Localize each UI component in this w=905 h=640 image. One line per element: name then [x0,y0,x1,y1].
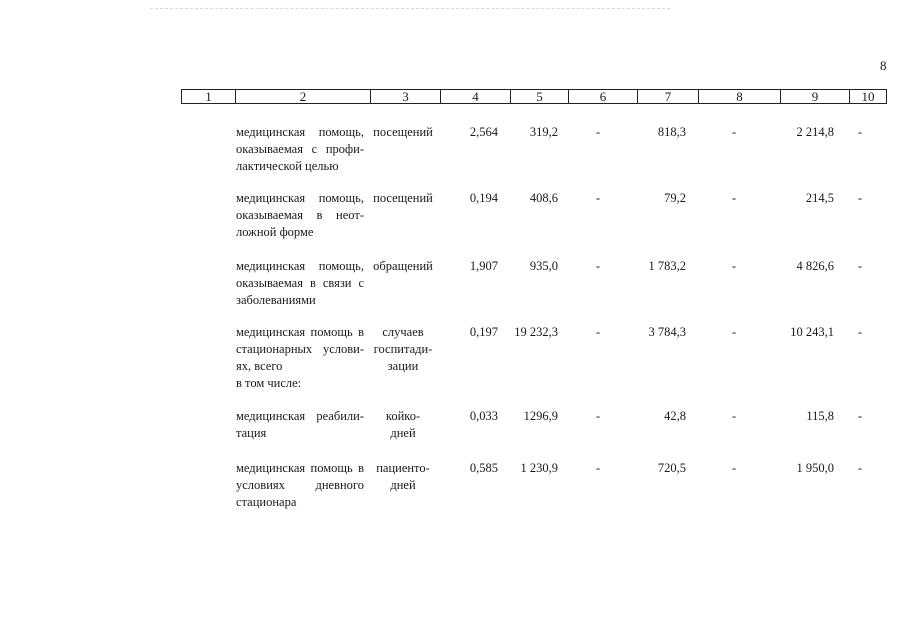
page-number: 8 [880,58,887,73]
value-col-10: - [857,461,863,475]
value-col-5: 1296,9 [523,409,558,423]
value-col-7: 720,5 [657,461,686,475]
value-col-10: - [857,259,863,273]
service-name [236,408,364,442]
unit-of-measure [370,460,436,494]
unit-line: обращений [373,259,433,273]
value-col-7: 818,3 [657,125,686,139]
value-col-8: - [731,461,737,475]
header-col-10: 10 [850,90,887,104]
scan-artifact [150,8,670,11]
service-name-line: стационарных услови- [236,342,364,356]
value-col-8: - [731,125,737,139]
header-col-1: 1 [182,90,236,104]
header-col-2: 2 [236,90,371,104]
unit-of-measure [370,324,436,375]
service-name [236,460,364,511]
service-name-line: медицинская помощь в [236,325,364,339]
unit-line: госпитади- [373,342,433,356]
service-name-line: заболеваниями [236,293,316,307]
value-col-4: 1,907 [469,259,498,273]
unit-line: случаев [382,325,424,339]
service-name-line: стационара [236,495,297,509]
unit-line: зации [387,359,419,373]
value-col-7: 3 784,3 [648,325,686,339]
service-name-line: медицинская помощь в [236,461,364,475]
value-col-6: - [595,259,601,273]
service-name-line: медицинская помощь, [236,191,364,205]
value-col-9: 115,8 [806,409,834,423]
service-name [236,190,364,241]
value-col-9: 10 243,1 [790,325,834,339]
value-col-7: 1 783,2 [648,259,686,273]
service-name-line: условиях дневного [236,478,364,492]
service-name-line: медицинская помощь, [236,259,364,273]
value-col-10: - [857,325,863,339]
value-col-9: 214,5 [805,191,834,205]
value-col-7: 42,8 [664,409,686,423]
service-name [236,124,364,175]
unit-line: посещений [373,125,433,139]
value-col-6: - [595,191,601,205]
value-col-8: - [731,191,737,205]
header-col-7: 7 [638,90,699,104]
unit-of-measure [370,408,436,442]
value-col-8: - [731,259,737,273]
service-name-line: медицинская помощь, [236,125,364,139]
column-number-header [181,89,887,104]
service-name-line: лактической целью [236,159,339,173]
value-col-6: - [595,461,601,475]
service-name-line: ложной форме [236,225,314,239]
header-col-6: 6 [569,90,638,104]
value-col-9: 4 826,6 [796,259,834,273]
header-row [182,90,887,104]
header-col-8: 8 [699,90,781,104]
value-col-7: 79,2 [664,191,686,205]
unit-line: посещений [373,191,433,205]
unit-of-measure [370,190,436,207]
header-col-9: 9 [781,90,850,104]
value-col-4: 2,564 [469,125,498,139]
service-name [236,258,364,309]
value-col-4: 0,033 [469,409,498,423]
value-col-9: 1 950,0 [796,461,834,475]
service-name [236,324,364,392]
service-name-line: в том числе: [236,376,302,390]
value-col-8: - [731,409,737,423]
value-col-5: 408,6 [529,191,558,205]
unit-line: койко- [385,409,421,423]
value-col-5: 19 232,3 [514,325,558,339]
value-col-10: - [857,191,863,205]
value-col-6: - [595,125,601,139]
value-col-8: - [731,325,737,339]
service-name-line: медицинская реабили- [236,409,364,423]
header-col-3: 3 [371,90,441,104]
header-col-5: 5 [511,90,569,104]
unit-of-measure [370,124,436,141]
service-name-line: оказываемая в неот- [236,208,364,222]
service-name-line: оказываемая в связи с [236,276,364,290]
unit-of-measure [370,258,436,275]
value-col-5: 1 230,9 [520,461,558,475]
value-col-5: 319,2 [529,125,558,139]
header-col-4: 4 [441,90,511,104]
unit-line: дней [390,426,416,440]
value-col-9: 2 214,8 [796,125,834,139]
value-col-5: 935,0 [529,259,558,273]
value-col-10: - [857,409,863,423]
unit-line: дней [390,478,416,492]
value-col-4: 0,585 [469,461,498,475]
unit-line: пациенто- [376,461,430,475]
value-col-6: - [595,325,601,339]
service-name-line: ях, всего [236,359,283,373]
value-col-6: - [595,409,601,423]
service-name-line: оказываемая с профи- [236,142,364,156]
value-col-10: - [857,125,863,139]
service-name-line: тация [236,426,267,440]
value-col-4: 0,197 [469,325,498,339]
value-col-4: 0,194 [469,191,498,205]
